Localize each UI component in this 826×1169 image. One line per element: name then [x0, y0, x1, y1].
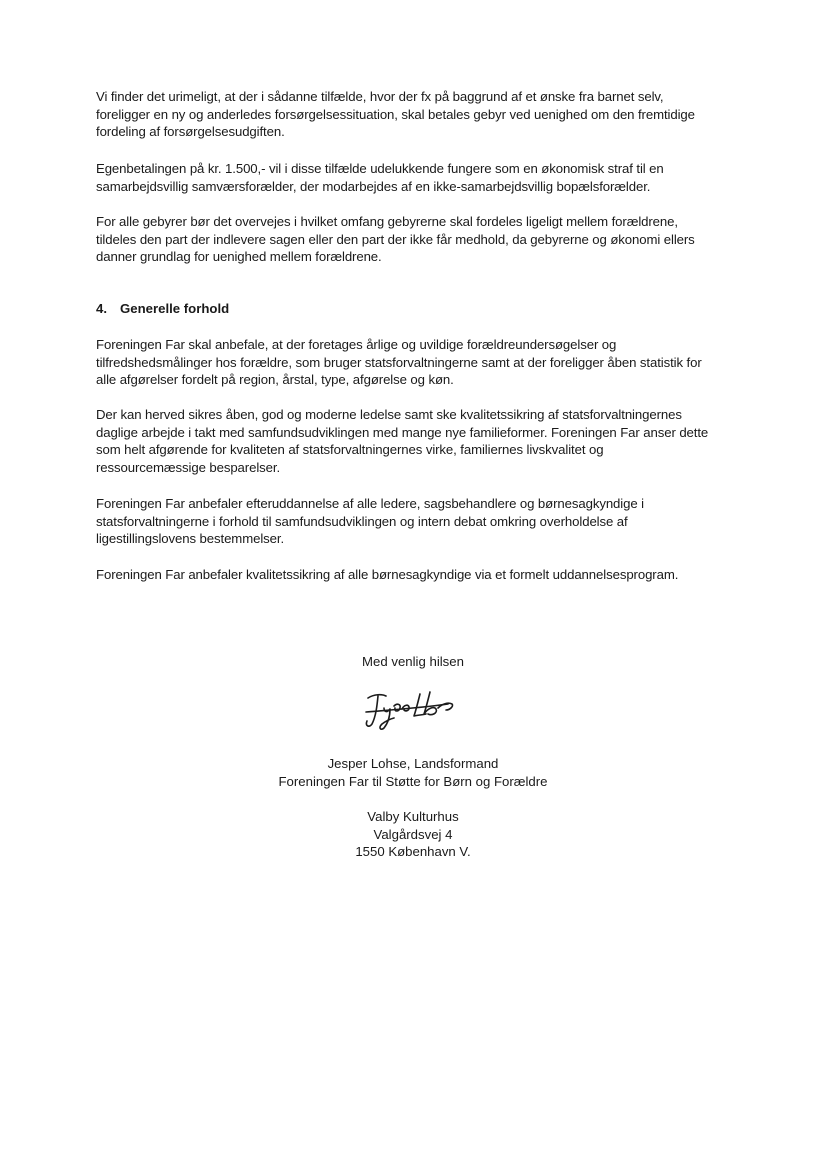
text-line: For alle gebyrer bør det overvejes i hvilket omfang gebyrerne skal fordeles ligeligt mellem forældrene,	[96, 214, 678, 229]
paragraph-quality-assurance	[96, 406, 736, 476]
text-line: ligestillingslovens bestemmelser.	[96, 531, 285, 547]
text-line: foreligger en ny og anderledes forsørgelsessituation, skal betales gebyr ved uenighed om den fremtidige	[96, 106, 695, 122]
signer-block	[0, 755, 826, 790]
paragraph-fee-distribution	[96, 213, 736, 266]
handwritten-signature	[360, 688, 460, 732]
greeting-text: Med venlig hilsen	[362, 654, 464, 669]
text-line: Foreningen Far skal anbefale, at der foretages årlige og uvildige forældreundersøgelser og	[96, 337, 617, 352]
text-line: tilfredshedsmålinger hos forældre, som bruger statsforvaltningerne samt at der foreligger åben statistik for	[96, 354, 702, 370]
text-line: Foreningen Far anbefaler kvalitetssikring af alle børnesagkyndige via et formelt uddannelsesprogram.	[96, 567, 679, 582]
organization-name: Foreningen Far til Støtte for Børn og Forældre	[278, 773, 548, 789]
text-line: samarbejdsvillig samværsforælder, der modarbejdes af en ikke-samarbejdsvillig bopælsforælder.	[96, 178, 651, 194]
address-line: Valgårdsvej 4	[373, 826, 453, 842]
closing-greeting	[0, 653, 826, 671]
paragraph-surveys	[96, 336, 736, 389]
text-line: Foreningen Far anbefaler efteruddannelse af alle ledere, sagsbehandlere og børnesagkyndige i	[96, 496, 644, 511]
paragraph-further-education	[96, 495, 736, 548]
section-title: Generelle forhold	[120, 301, 230, 316]
text-line: statsforvaltningerne i forhold til samfundsudviklingen og intern debat omkring overholdelse af	[96, 513, 628, 529]
text-line: Vi finder det urimeligt, at der i sådanne tilfælde, hvor der fx på baggrund af et ønske fra barnet selv,	[96, 89, 664, 104]
address-block	[0, 808, 826, 861]
text-line: alle afgørelser fordelt på region, årstal, type, afgørelse og køn.	[96, 372, 454, 388]
paragraph-fee-unreasonable	[96, 88, 736, 141]
text-line: som helt afgørende for kvaliteten af statsforvaltningernes virke, familiernes livskvalitet og	[96, 442, 604, 458]
address-line: 1550 København V.	[355, 844, 471, 860]
text-line: Der kan herved sikres åben, god og moderne ledelse samt ske kvalitetssikring af statsforvaltningernes	[96, 407, 682, 422]
text-line: tildeles den part der indlevere sagen eller den part der ikke får medhold, da gebyrerne og økonomi ellers	[96, 231, 695, 247]
address-line: Valby Kulturhus	[367, 809, 459, 824]
text-line: fordeling af forsørgelsesudgiften.	[96, 124, 285, 140]
paragraph-education-program	[96, 566, 736, 584]
text-line: Egenbetalingen på kr. 1.500,- vil i disse tilfælde udelukkende fungere som en økonomisk straf til en	[96, 161, 664, 176]
text-line: danner grundlag for uenighed mellem forældrene.	[96, 249, 382, 265]
text-line: ressourcemæssige besparelser.	[96, 459, 281, 475]
text-line: daglige arbejde i takt med samfundsudviklingen med mange nye familieformer. Foreningen Far anser dette	[96, 424, 709, 440]
section-heading	[96, 300, 229, 318]
paragraph-self-payment	[96, 160, 736, 195]
signer-name-title: Jesper Lohse, Landsformand	[327, 756, 499, 771]
section-number: 4.	[96, 301, 107, 316]
